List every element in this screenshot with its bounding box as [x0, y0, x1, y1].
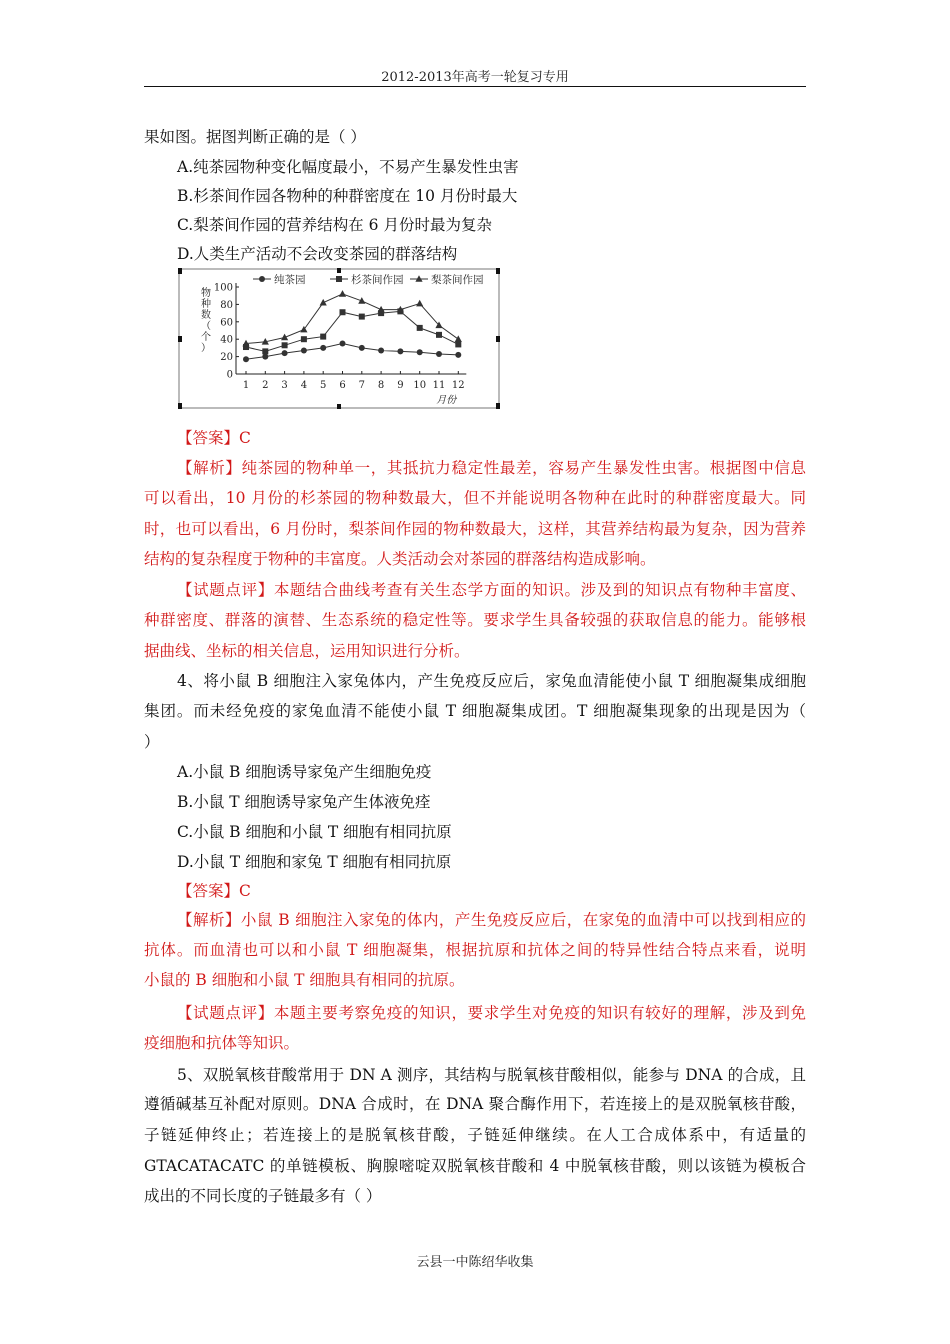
q5-stem-line-1: 5、双脱氧核苷酸常用于 DN A 测序，其结构与脱氧核苷酸相似，能参与 DNA 的合成，且	[177, 1066, 806, 1084]
legend-label: 纯茶园	[274, 274, 306, 286]
data-point-square	[455, 341, 461, 347]
data-point-circle	[243, 356, 249, 362]
x-tick-label: 4	[300, 380, 308, 391]
data-point-square	[262, 348, 268, 354]
y-axis-label-char: 物	[201, 288, 211, 299]
q3-option-c: C.梨茶间作园的营养结构在 6 月份时最为复杂	[177, 216, 492, 234]
q4-comment-line-1: 【试题点评】本题主要考察免疫的知识，要求学生对免疫的知识有较好的理解，涉及到免	[177, 1004, 806, 1022]
handle-bottom-left	[178, 403, 182, 409]
q4-stem-line-3: ）	[144, 733, 160, 751]
q3-answer: 【答案】C	[177, 429, 251, 447]
data-point-square	[336, 276, 342, 282]
q4-stem-line-1: 4、将小鼠 B 细胞注入家兔体内，产生免疫反应后，家兔血清能使小鼠 T 细胞凝集成细胞	[177, 672, 806, 690]
page-header-title: 2012-2013年高考一轮复习专用	[381, 70, 569, 85]
data-point-square	[282, 342, 288, 348]
data-point-circle	[262, 354, 268, 360]
q3-comment-line-3: 据曲线、坐标的相关信息，运用知识进行分析。	[144, 642, 470, 660]
data-point-circle	[359, 345, 365, 351]
q4-analysis-line-2: 抗体。而血清也可以和小鼠 T 细胞凝集，根据抗原和抗体之间的特异性结合特点来看，说明	[144, 941, 806, 959]
x-tick-label: 3	[281, 380, 288, 391]
data-point-circle	[436, 351, 442, 357]
y-tick-label: 40	[220, 334, 233, 346]
handle-bottom-right	[496, 403, 500, 409]
q4-analysis-line-3: 小鼠的 B 细胞和小鼠 T 细胞具有相同的抗原。	[144, 971, 465, 989]
y-axis-label-char: 数	[201, 310, 211, 321]
q3-analysis-line-1: 【解析】纯茶园的物种单一，其抵抗力稳定性最差，容易产生暴发性虫害。根据图中信息	[177, 459, 806, 477]
legend-label: 梨茶间作园	[431, 274, 484, 286]
q3-comment-line-2: 种群密度、群落的演替、生态系统的稳定性等。要求学生具备较强的获取信息的能力。能够根	[144, 611, 806, 629]
x-tick-label: 7	[358, 380, 365, 391]
y-axis-label-char: 个	[201, 332, 211, 343]
legend-label: 杉茶间作园	[351, 274, 404, 286]
data-point-circle	[378, 348, 384, 354]
data-point-circle	[340, 341, 346, 347]
data-point-square	[320, 334, 326, 340]
handle-middle-right	[496, 336, 500, 342]
q4-analysis-line-1: 【解析】小鼠 B 细胞注入家兔的体内，产生免疫反应后，在家兔的血清中可以找到相应的	[177, 911, 806, 929]
handle-middle-left	[178, 336, 182, 342]
q4-option-b: B.小鼠 T 细胞诱导家兔产生体液免痊	[177, 793, 431, 811]
q4-option-c: C.小鼠 B 细胞和小鼠 T 细胞有相同抗原	[177, 823, 452, 841]
x-tick-label: 8	[377, 380, 385, 391]
data-point-circle	[417, 349, 423, 355]
x-tick-label: 11	[432, 380, 446, 391]
y-tick-label: 0	[226, 369, 233, 381]
y-tick-label: 20	[220, 352, 233, 364]
x-axis-label: 月份	[436, 395, 457, 406]
data-point-square	[340, 309, 346, 315]
x-tick-label: 9	[397, 380, 404, 391]
q4-option-d: D.小鼠 T 细胞和家兔 T 细胞有相同抗原	[177, 853, 452, 871]
x-tick-label: 12	[451, 380, 465, 391]
y-tick-label: 60	[220, 317, 233, 329]
header-rule	[144, 86, 806, 87]
q5-stem-line-5: 成出的不同长度的子链最多有（ ）	[144, 1187, 382, 1205]
data-point-circle	[455, 352, 461, 358]
y-tick-label: 100	[213, 282, 233, 294]
q3-analysis-line-2: 可以看出，10 月份的杉茶园的物种数最大，但不并能说明各物种在此时的种群密度最大。同	[144, 489, 806, 507]
data-point-circle	[259, 276, 265, 282]
y-axis-label-char: （	[201, 321, 211, 332]
data-point-circle	[320, 345, 326, 351]
handle-top-left	[178, 268, 182, 274]
q3-analysis-line-4: 结构的复杂程度于物种的丰富度。人类活动会对茶园的群落结构造成影响。	[144, 550, 656, 568]
page-footer: 云县一中陈绍华收集	[416, 1255, 534, 1270]
chart-legend	[253, 273, 484, 286]
q5-stem-line-2: 遵循碱基互补配对原则。DNA 合成时，在 DNA 聚合酶作用下，若连接上的是双脱氧核苷酸，	[144, 1095, 806, 1113]
q4-stem-line-2: 集团。而未经免疫的家兔血清不能使小鼠 T 细胞凝集成团。T 细胞凝集现象的出现是因为（	[144, 702, 806, 720]
q5-stem-line-4: GTACATACATC 的单链模板、胸腺嘧啶双脱氧核苷酸和 4 中脱氧核苷酸，则以该链为模板合	[144, 1157, 806, 1175]
data-point-square	[301, 336, 307, 342]
y-axis-label-char: 种	[201, 299, 211, 310]
q3-option-b: B.杉茶间作园各物种的种群密度在 10 月份时最大	[177, 187, 518, 205]
species-chart	[178, 268, 500, 409]
q3-option-d: D.人类生产活动不会改变茶园的群落结构	[177, 245, 458, 263]
handle-top-right	[496, 268, 500, 274]
x-tick-label: 2	[262, 380, 269, 391]
data-point-square	[436, 332, 442, 338]
x-tick-label: 6	[339, 380, 346, 391]
q4-comment-line-2: 疫细胞和抗体等知识。	[144, 1034, 300, 1052]
q5-stem-line-3: 子链延伸终止；若连接上的是脱氧核苷酸，子链延伸继续。在人工合成体系中，有适量的	[144, 1126, 806, 1144]
q3-analysis-line-3: 时，也可以看出，6 月份时，梨茶间作园的物种数最大，这样，其营养结构最为复杂，因为营养	[144, 520, 806, 538]
data-point-square	[359, 314, 365, 320]
data-point-circle	[282, 350, 288, 356]
q3-stem-tail: 果如图。据图判断正确的是（ ）	[144, 128, 366, 146]
q3-option-a: A.纯茶园物种变化幅度最小，不易产生暴发性虫害	[177, 158, 519, 176]
q4-option-a: A.小鼠 B 细胞诱导家兔产生细胞免疫	[177, 763, 432, 781]
x-tick-label: 5	[320, 380, 327, 391]
handle-top-center	[337, 268, 341, 273]
y-tick-label: 80	[220, 299, 233, 311]
q3-comment-line-1: 【试题点评】本题结合曲线考查有关生态学方面的知识。涉及到的知识点有物种丰富度、	[177, 581, 806, 599]
data-point-circle	[397, 348, 403, 354]
y-axis-label-char: ）	[201, 343, 211, 354]
handle-bottom-center	[337, 404, 341, 409]
x-tick-label: 1	[242, 380, 250, 391]
data-point-circle	[301, 348, 307, 354]
x-tick-label: 10	[413, 380, 427, 391]
data-point-square	[417, 325, 423, 331]
q4-answer: 【答案】C	[177, 882, 251, 900]
